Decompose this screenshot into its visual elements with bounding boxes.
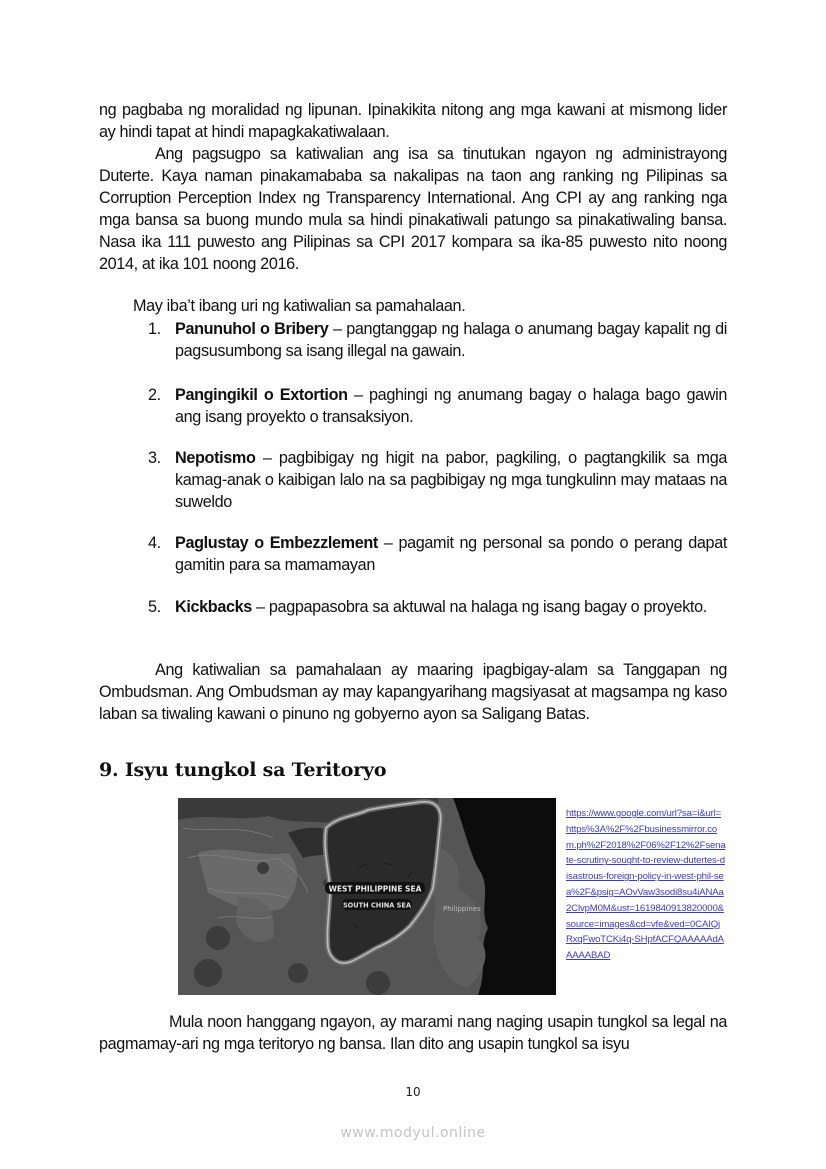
list-item <box>148 532 727 576</box>
list-number: 1. <box>148 320 161 338</box>
list-number: 2. <box>148 386 161 404</box>
section-heading: 9. Isyu tungkol sa Teritoryo <box>99 759 387 781</box>
paragraph-territory-intro <box>99 1011 727 1055</box>
paragraph-continuation <box>99 99 727 143</box>
list-definition: – pangtanggap ng halaga o anumang bagay kapalit ng di pagsusumbong sa isang illegal na gawain. <box>175 320 727 360</box>
paragraph-text: Mula noon hanggang ngayon, ay marami nang naging usapin tungkol sa legal na pagmamay-ari ng mga teritoryo ng bansa. Ilan dito ang usapin tungkol sa isyu <box>99 1013 727 1053</box>
list-term: Panunuhol o Bribery <box>175 320 329 338</box>
list-definition: – pagamit ng personal sa pondo o perang dapat gamitin para sa mamamayan <box>175 534 728 574</box>
list-definition: – paghingi ng anumang bagay o halaga bago gawin ang isang proyekto o transaksiyon. <box>175 386 728 426</box>
list-item <box>148 318 727 362</box>
west-philippine-sea-map <box>178 798 556 995</box>
list-term: Paglustay o Embezzlement <box>175 534 378 552</box>
page-number: 10 <box>405 1085 421 1099</box>
list-intro: May iba’t ibang uri ng katiwalian sa pamahalaan. <box>133 297 466 315</box>
paragraph-text: Ang katiwalian sa pamahalaan ay maaring ipagbigay-alam sa Tanggapan ng Ombudsman. Ang Ombudsman ay may kapangyarihang magsiyasat at magsampa ng kaso laban sa tiwaling kawani o pinuno ng gobyerno ayon sa Saligang Batas. <box>99 661 727 723</box>
map-label-philippines: Philippines <box>443 905 481 913</box>
map-label-south-china-sea: SOUTH CHINA SEA <box>342 901 412 910</box>
watermark: www.modyul.online <box>340 1125 486 1141</box>
list-item <box>148 384 727 428</box>
list-number: 5. <box>148 598 161 616</box>
list-term: Kickbacks <box>175 598 252 616</box>
map-image <box>178 798 556 995</box>
paragraph-text: ng pagbaba ng moralidad ng lipunan. Ipinakikita nitong ang mga kawani at mismong lider ay hindi tapat at hindi mapagkakatiwalaan. <box>99 101 727 141</box>
map-label-west-philippine-sea: WEST PHILIPPINE SEA <box>328 884 422 894</box>
list-definition: – pagbibigay ng higit na pabor, pagkiling, o pagtangkilik sa mga kamag-anak o kaibigan lalo na sa pagbibigay ng mga tungkulinn may mataas na suweldo <box>175 449 727 511</box>
paragraph-text: Ang pagsugpo sa katiwalian ang isa sa tinutukan ngayon ng administrayong Duterte. Kaya naman pinakamababa sa nakalipas na taon ang ranking ng Pilipinas sa Corruption Perception Index ng Transparency International. Ang CPI ay ang ranking nga mga bansa sa buong mundo mula sa hindi pinakatiwali patungo sa pinakatiwaling bansa. Nasa ika 111 puwesto ang Pilipinas sa CPI 2017 kompara sa ika-85 puwesto nito noong 2014, at ika 101 noong 2016. <box>99 145 727 273</box>
list-term: Nepotismo <box>175 449 256 467</box>
list-number: 3. <box>148 449 161 467</box>
list-number: 4. <box>148 534 161 552</box>
paragraph-ombudsman <box>99 659 727 725</box>
image-source-link[interactable]: https://www.google.com/url?sa=i&url=https%3A%2F%2Fbusinessmirror.com.ph%2F2018%2F06%2F12%2Fsenate-scrutiny-sought-to-review-dutertes-disastrous-foreign-policy-in-west-phil-sea%2F&psig=AOvVaw3sodi8su4iANAa2ClvpM0M&ust=1619840913820000&source=images&cd=vfe&ved=0CAIQjRxqFwoTCKi4q-SHpfACFQAAAAAdAAAAABAD <box>566 808 726 962</box>
list-item <box>148 596 727 618</box>
paragraph-cpi-ranking <box>99 143 727 275</box>
list-item <box>148 447 727 513</box>
list-definition: – pagpapasobra sa aktuwal na halaga ng isang bagay o proyekto. <box>251 598 707 616</box>
list-term: Pangingikil o Extortion <box>175 386 348 404</box>
